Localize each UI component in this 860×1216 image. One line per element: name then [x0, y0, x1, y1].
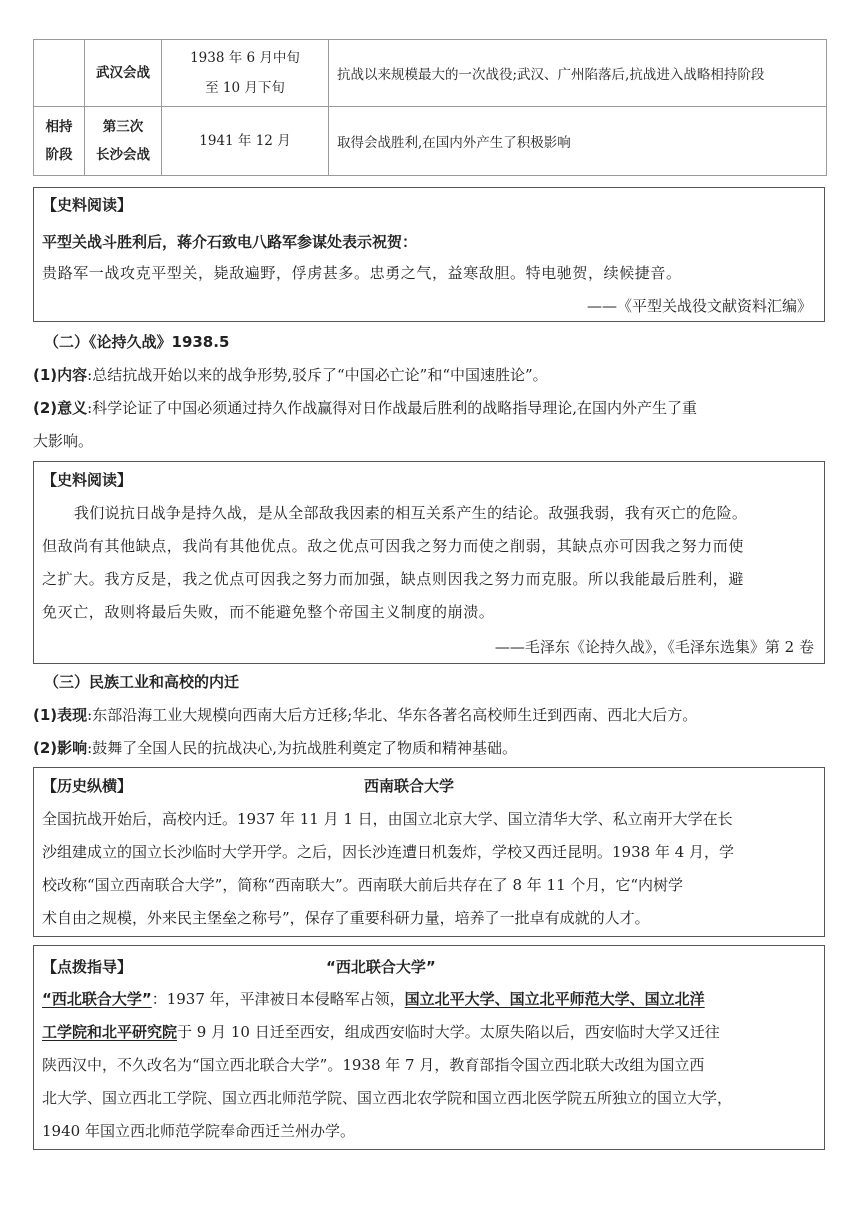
box-text-line: 我们说抗日战争是持久战，是从全部敌我因素的相互关系产生的结论。敌强我弱，我有灭亡的危险。 — [74, 504, 748, 522]
text-underlined: 国立北平大学、国立北平师范大学、国立北洋 — [404, 990, 705, 1008]
box-title: 西南联合大学 — [364, 777, 455, 795]
para-label: (1)内容 — [33, 366, 88, 384]
section-paragraph — [33, 700, 697, 730]
source-reading-box-2 — [33, 461, 825, 664]
source-reading-box-1 — [33, 187, 825, 322]
box-source: ——毛泽东《论持久战》，《毛泽东选集》第 2 卷 — [494, 638, 814, 656]
para-text: :鼓舞了全国人民的抗战决心,为抗战胜利奠定了物质和精神基础。 — [87, 739, 517, 757]
time-line: 至 10 月下旬 — [205, 80, 285, 96]
para-text: :科学论证了中国必须通过持久作战赢得对日作战最后胜利的战略指导理论,在国内外产生了重 — [87, 399, 697, 417]
para-label: (1)表现 — [33, 706, 88, 724]
box-title: “西北联合大学” — [326, 958, 436, 976]
box-lead: 平型关战斗胜利后，蒋介石致电八路军参谋处表示祝贺： — [42, 233, 418, 251]
box-text-line — [42, 988, 705, 1009]
box-text-line: 1940 年国立西北师范学院奉命西迁兰州办学。 — [42, 1122, 355, 1140]
para-text: :东部沿海工业大规模向西南大后方迁移;华北、华东各著名高校师生迁到西南、西北大后方。 — [87, 706, 698, 724]
box-source: ——《平型关战役文献资料汇编》 — [586, 297, 812, 315]
battle-line: 长沙会战 — [96, 147, 150, 163]
section-paragraph — [33, 733, 517, 763]
text-span: ：1937 年，平津被日本侵略军占领， — [151, 990, 405, 1008]
stage-cell — [34, 40, 85, 107]
table-row — [34, 40, 827, 107]
box-text-line — [42, 1021, 720, 1042]
stage-line: 阶段 — [45, 147, 73, 163]
battle-line: 第三次 — [102, 119, 144, 135]
section-paragraph — [33, 393, 697, 423]
text-underlined: 工学院和北平研究院 — [42, 1023, 178, 1041]
table-row — [34, 107, 827, 176]
para-label: (2)意义 — [33, 399, 88, 417]
box-heading: 【史料阅读】 — [42, 471, 133, 489]
box-text-line: 校改称“国立西南联合大学”，简称“西南联大”。西南联大前后共存在了 8 年 11 个月，它“内树学 — [42, 876, 684, 894]
time-line: 1938 年 6 月中旬 — [190, 50, 300, 66]
box-text-line: 免灭亡，敌则将最后失败，而不能避免整个帝国主义制度的崩溃。 — [42, 603, 495, 621]
box-text-line: 但敌尚有其他缺点，我尚有其他优点。敌之优点可因我之努力而使之削弱，其缺点亦可因我之努力而使 — [42, 537, 745, 555]
battle-cell: 武汉会战 — [85, 40, 162, 107]
desc-cell: 抗战以来规模最大的一次战役;武汉、广州陷落后,抗战进入战略相持阶段 — [329, 40, 827, 107]
text-span: 于 9 月 10 日迁至西安，组成西安临时大学。太原失陷以后，西安临时大学又迁往 — [177, 1023, 720, 1041]
guidance-box — [33, 945, 825, 1150]
desc-cell: 取得会战胜利,在国内外产生了积极影响 — [329, 107, 827, 176]
battle-table — [33, 39, 827, 176]
history-box — [33, 767, 825, 937]
section-title: （二）《论持久战》1938.5 — [44, 333, 230, 351]
term-highlight: “西北联合大学” — [42, 990, 152, 1008]
box-heading: 【历史纵横】 — [42, 777, 133, 795]
box-text-line: 术自由之规模，外来民主堡垒之称号”，保存了重要科研力量，培养了一批卓有成就的人才。 — [42, 909, 650, 927]
box-text-line: 全国抗战开始后，高校内迁。1937 年 11 月 1 日，由国立北京大学、国立清华大学、私立南开大学在长 — [42, 810, 733, 828]
para-text: :总结抗战开始以来的战争形势,驳斥了“中国必亡论”和“中国速胜论”。 — [87, 366, 548, 384]
box-text-line: 陕西汉中，不久改名为“国立西北联合大学”。1938 年 7 月，教育部指令国立西北联大改组为国立西 — [42, 1056, 705, 1074]
battle-cell — [85, 107, 162, 176]
box-quote: 贵路军一战攻克平型关，毙敌遍野，俘虏甚多。忠勇之气，益寒敌胆。特电驰贺，续候捷音。 — [42, 264, 682, 282]
box-heading: 【点拨指导】 — [42, 958, 133, 976]
box-text-line: 之扩大。我方反是，我之优点可因我之努力而加强，缺点则因我之努力而克服。所以我能最后胜利，避 — [42, 570, 745, 588]
time-cell — [162, 40, 329, 107]
box-heading: 【史料阅读】 — [42, 196, 133, 214]
section-title: （三）民族工业和高校的内迁 — [44, 673, 240, 691]
para-label: (2)影响 — [33, 739, 88, 757]
time-cell: 1941 年 12 月 — [162, 107, 329, 176]
stage-cell — [34, 107, 85, 176]
stage-line: 相持 — [45, 119, 73, 135]
section-paragraph — [33, 360, 548, 390]
box-text-line: 沙组建成立的国立长沙临时大学开学。之后，因长沙连遭日机轰炸，学校又西迁昆明。1938 年 4 月，学 — [42, 843, 735, 861]
section-paragraph-cont: 大影响。 — [33, 432, 94, 450]
box-text-line: 北大学、国立西北工学院、国立西北师范学院、国立西北农学院和国立西北医学院五所独立的国立大学， — [42, 1089, 733, 1107]
